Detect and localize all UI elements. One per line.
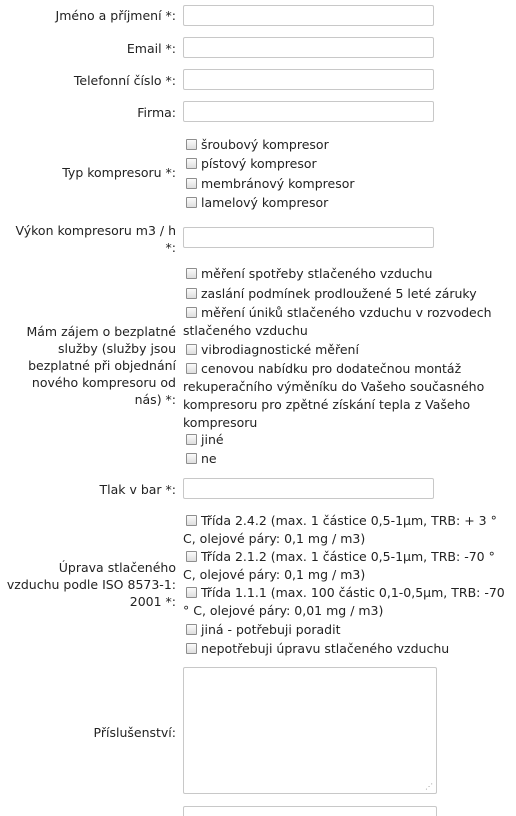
interest-label: Mám zájem o bezplatné služby (služby jsou bezplatné při objednání nového kompresoru od nás) *: (26, 324, 176, 407)
checkbox[interactable] (186, 587, 197, 598)
power-input[interactable] (183, 227, 434, 248)
compressor-type-option[interactable]: lamelový kompresor (183, 194, 508, 212)
pressure-input[interactable] (183, 478, 434, 499)
checkbox[interactable] (186, 363, 197, 374)
email-label: Email *: (126, 41, 176, 56)
compressor-type-option[interactable]: membránový kompresor (183, 175, 508, 193)
checkbox[interactable] (186, 178, 197, 189)
checkbox[interactable] (186, 197, 197, 208)
compressor-type-option[interactable]: šroubový kompresor (183, 136, 508, 154)
phone-label: Telefonní číslo *: (73, 73, 176, 88)
name-input[interactable] (183, 5, 434, 26)
treatment-option[interactable]: Třída 2.1.2 (max. 1 částice 0,5-1µm, TRB: -70 ° C, olejové páry: 0,1 mg / m3) (183, 549, 495, 582)
checkbox[interactable] (186, 453, 197, 464)
checkbox[interactable] (186, 515, 197, 526)
next-field[interactable] (183, 806, 437, 816)
treatment-option[interactable]: Třída 1.1.1 (max. 100 částic 0,1-0,5µm, TRB: -70 ° C, olejové páry: 0,01 mg / m3) (183, 585, 505, 618)
name-label: Jméno a příjmení *: (55, 8, 176, 23)
checkbox[interactable] (186, 288, 197, 299)
checkbox[interactable] (186, 344, 197, 355)
interest-option[interactable]: ne (183, 450, 508, 468)
accessories-label: Příslušenství: (93, 725, 176, 740)
pressure-label: Tlak v bar *: (99, 482, 176, 497)
checkbox[interactable] (186, 158, 197, 169)
treatment-option[interactable]: nepotřebuji úpravu stlačeného vzduchu (183, 640, 508, 658)
company-input[interactable] (183, 101, 434, 122)
treatment-label: Úprava stlačeného vzduchu podle ISO 8573-1: 2001 *: (6, 560, 176, 609)
treatment-option[interactable]: jiná - potřebuji poradit (183, 621, 508, 639)
checkbox[interactable] (186, 268, 197, 279)
checkbox[interactable] (186, 624, 197, 635)
accessories-textarea[interactable] (183, 667, 437, 794)
interest-option[interactable]: jiné (183, 431, 508, 449)
checkbox[interactable] (186, 434, 197, 445)
compressor-type-option[interactable]: pístový kompresor (183, 155, 508, 173)
compressor-type-label: Typ kompresoru *: (62, 165, 176, 180)
treatment-option[interactable]: Třída 2.4.2 (max. 1 částice 0,5-1µm, TRB: + 3 ° C, olejové páry: 0,1 mg / m3) (183, 513, 497, 546)
interest-option[interactable]: měření spotřeby stlačeného vzduchu (183, 265, 508, 283)
resize-grip-icon[interactable]: ⋰ (425, 782, 433, 791)
interest-option[interactable]: vibrodiagnostické měření (183, 341, 508, 359)
checkbox[interactable] (186, 643, 197, 654)
checkbox[interactable] (186, 551, 197, 562)
power-label: Výkon kompresoru m3 / h *: (15, 223, 176, 255)
interest-option[interactable]: zaslání podmínek prodloužené 5 leté záruky (183, 285, 508, 303)
interest-option[interactable]: cenovou nabídku pro dodatečnou montáž rekuperačního výměníku do Vašeho současného kompresoru pro zpětné získání tepla z Vašeho kompresoru (183, 361, 485, 430)
company-label: Firma: (137, 105, 176, 120)
email-input[interactable] (183, 37, 434, 58)
interest-option[interactable]: měření úniků stlačeného vzduchu v rozvodech stlačeného vzduchu (183, 305, 492, 338)
checkbox[interactable] (186, 307, 197, 318)
phone-input[interactable] (183, 69, 434, 90)
checkbox[interactable] (186, 139, 197, 150)
